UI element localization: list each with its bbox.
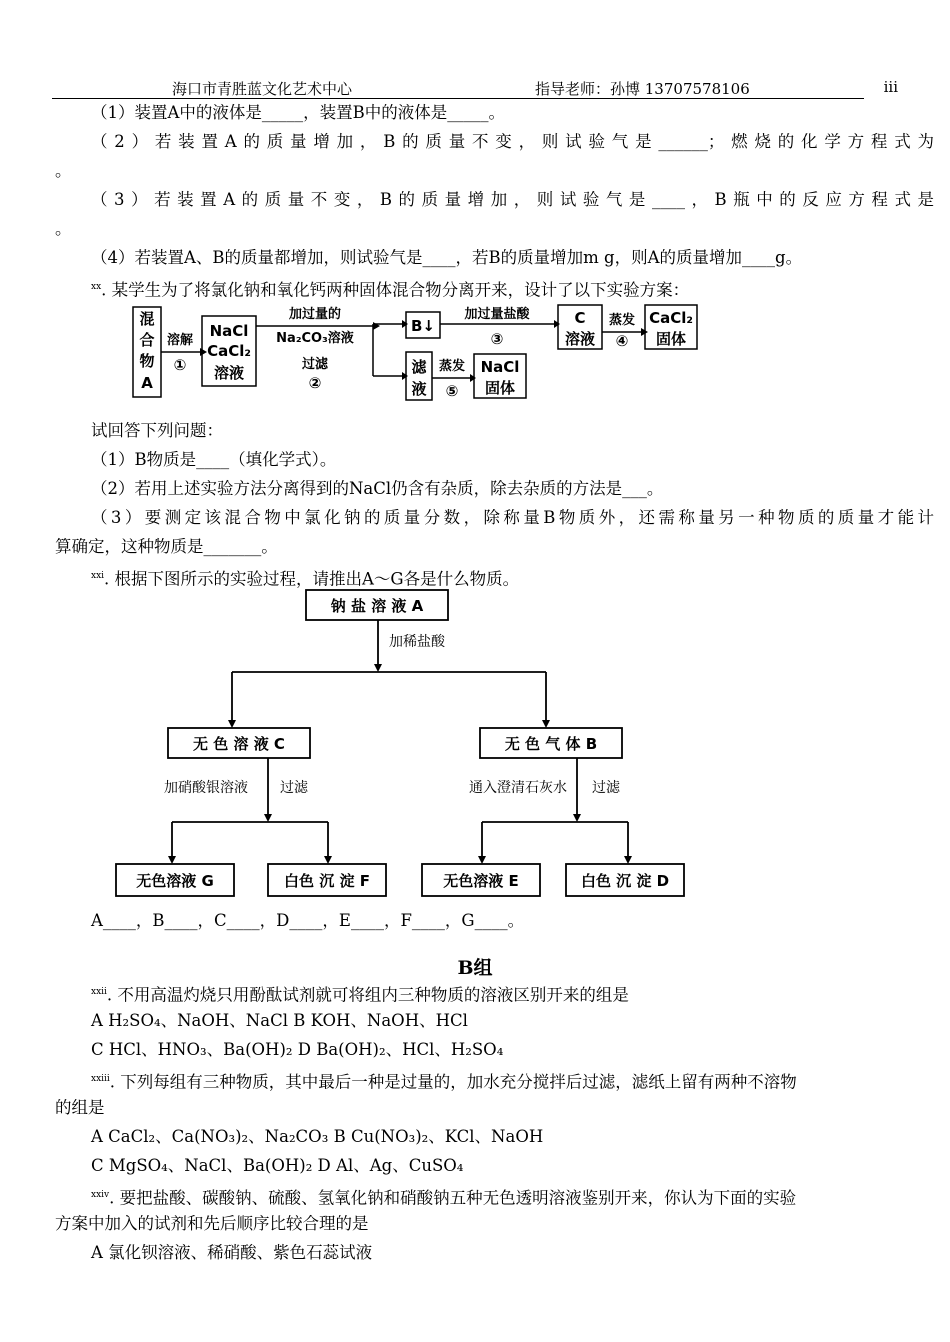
xx-q1: （1）B物质是____（填化学式）。	[91, 450, 337, 469]
node-e-label: 无色溶液 E	[443, 872, 519, 890]
label-filter-left: 过滤	[280, 780, 308, 796]
section-title: B组	[457, 957, 493, 979]
question-text: . 要把盐酸、碳酸钠、硫酸、氢氧化钠和硝酸钠五种无色透明溶液鉴别开来，你认为下面的实验	[109, 1188, 797, 1208]
mix-char-3: 物	[139, 352, 155, 370]
label-step3: ③	[490, 330, 504, 348]
label-filter-right: 过滤	[592, 780, 620, 796]
question-number: xxiii	[91, 1074, 110, 1084]
solution-line-1: NaCl	[209, 322, 249, 340]
question-text: . 某学生为了将氯化钠和氧化钙两种固体混合物分离开来，设计了以下实验方案：	[101, 280, 690, 300]
xx-q2: （2）若用上述实验方法分离得到的NaCl仍含有杂质，除去杂质的方法是___。	[91, 479, 664, 498]
cacl2-box-line-1: CaCl₂	[649, 309, 693, 327]
question-xxiii-continued: 的组是	[55, 1098, 105, 1117]
header-teacher: 指导老师：孙博 13707578106	[535, 80, 750, 98]
nacl-box-line-1: NaCl	[480, 358, 520, 376]
label-filter: 过滤	[301, 357, 329, 372]
question-text: . 不用高温灼烧只用酚酞试剂就可将组内三种物质的溶液区别开来的组是	[106, 985, 629, 1005]
question-xx	[55, 276, 934, 302]
label-na2co3: Na₂CO₃溶液	[276, 331, 354, 346]
q-line-3: （3）若装置A的质量不变，B的质量增加，则试验气是____，B瓶中的反应方程式是	[91, 190, 934, 209]
q-line-4: （4）若装置A、B的质量都增加，则试验气是____，若B的质量增加m g，则A的质量增加____g。	[91, 248, 803, 267]
question-text: . 下列每组有三种物质，其中最后一种是过量的，加水充分搅拌后过滤，滤纸上留有两种不溶物	[109, 1072, 797, 1092]
label-evaporate-bottom: 蒸发	[438, 359, 466, 374]
solution-line-2: CaCl₂	[207, 342, 251, 360]
label-add-hcl: 加过量盐酸	[464, 307, 530, 322]
question-number: xxiv	[91, 1190, 110, 1200]
question-xxiv	[55, 1184, 934, 1210]
header-org: 海口市青胜蓝文化艺术中心	[172, 80, 353, 98]
option-cd: C HCl、HNO₃、Ba(OH)₂ D Ba(OH)₂、HCl、H₂SO₄	[91, 1040, 504, 1059]
node-f-label: 白色 沉 淀 F	[284, 872, 370, 890]
option-ab: A H₂SO₄、NaOH、NaCl B KOH、NaOH、HCl	[91, 1011, 468, 1030]
label-step1: ①	[173, 356, 187, 374]
label-step2: ②	[308, 374, 322, 392]
question-xxiii	[55, 1068, 934, 1094]
question-text: . 根据下图所示的实验过程，请推出A～G各是什么物质。	[104, 569, 520, 589]
xx-q3: （3）要测定该混合物中氯化钠的质量分数，除称量B物质外，还需称量另一种物质的质量才能计	[91, 508, 934, 527]
header-rule	[52, 98, 864, 99]
question-number: xx	[91, 282, 102, 292]
filtrate-char-2: 液	[411, 380, 427, 398]
label-step5: ⑤	[445, 382, 459, 400]
q-line-2: （2）若装置A的质量增加，B的质量不变，则试验气是______；燃烧的化学方程式为	[91, 132, 934, 151]
node-c-label: 无 色 溶 液 C	[193, 735, 285, 753]
label-dissolve: 溶解	[166, 333, 194, 348]
question-xxii	[55, 981, 934, 1007]
q-line-1: （1）装置A中的液体是_____，装置B中的液体是_____。	[91, 103, 506, 122]
filtrate-char-1: 滤	[411, 358, 427, 376]
cacl2-box-line-2: 固体	[655, 330, 687, 348]
separation-flowchart	[130, 302, 710, 410]
nacl-box-line-2: 固体	[484, 379, 516, 397]
label-add-agno3: 加硝酸银溶液	[164, 780, 248, 796]
question-number: xxi	[91, 571, 105, 581]
q-line-2-end: 。	[55, 161, 72, 180]
option-a: A 氯化钡溶液、稀硝酸、紫色石蕊试液	[91, 1243, 373, 1262]
question-xxiv-continued: 方案中加入的试剂和先后顺序比较合理的是	[55, 1214, 369, 1233]
solution-line-3: 溶液	[213, 364, 245, 382]
page-header	[52, 78, 898, 100]
question-number: xxii	[91, 987, 107, 997]
header-page-number: iii	[883, 78, 898, 96]
question-xxi	[55, 565, 934, 591]
node-b-label: 无 色 气 体 B	[504, 735, 598, 753]
q-line-3-end: 。	[55, 219, 72, 238]
xxi-answer: A____，B____，C____，D____，E____，F____，G____。	[91, 911, 525, 930]
option-cd: C MgSO₄、NaCl、Ba(OH)₂ D Al、Ag、CuSO₄	[91, 1156, 464, 1175]
c-box-line-1: C	[574, 309, 586, 327]
mix-char-2: 合	[139, 331, 155, 349]
node-d-label: 白色 沉 淀 D	[580, 872, 670, 890]
option-ab: A CaCl₂、Ca(NO₃)₂、Na₂CO₃ B Cu(NO₃)₂、KCl、NaOH	[91, 1127, 544, 1146]
label-evaporate-top: 蒸发	[608, 313, 636, 328]
label-add-dilute-hcl: 加稀盐酸	[389, 634, 445, 650]
node-a-label: 钠 盐 溶 液 A	[330, 597, 424, 615]
xx-q3-continued: 算确定，这种物质是_______。	[55, 537, 278, 556]
mix-char-1: 混	[139, 310, 155, 328]
label-step4: ④	[615, 332, 629, 350]
xx-prompt: 试回答下列问题：	[91, 421, 223, 440]
b-box-label: B↓	[410, 317, 436, 335]
label-add-excess: 加过量的	[288, 307, 342, 322]
inference-flowchart	[110, 588, 700, 900]
node-g-label: 无色溶液 G	[136, 872, 214, 890]
mix-char-4: A	[141, 374, 153, 392]
label-limewater: 通入澄清石灰水	[469, 780, 567, 796]
c-box-line-2: 溶液	[564, 330, 596, 348]
